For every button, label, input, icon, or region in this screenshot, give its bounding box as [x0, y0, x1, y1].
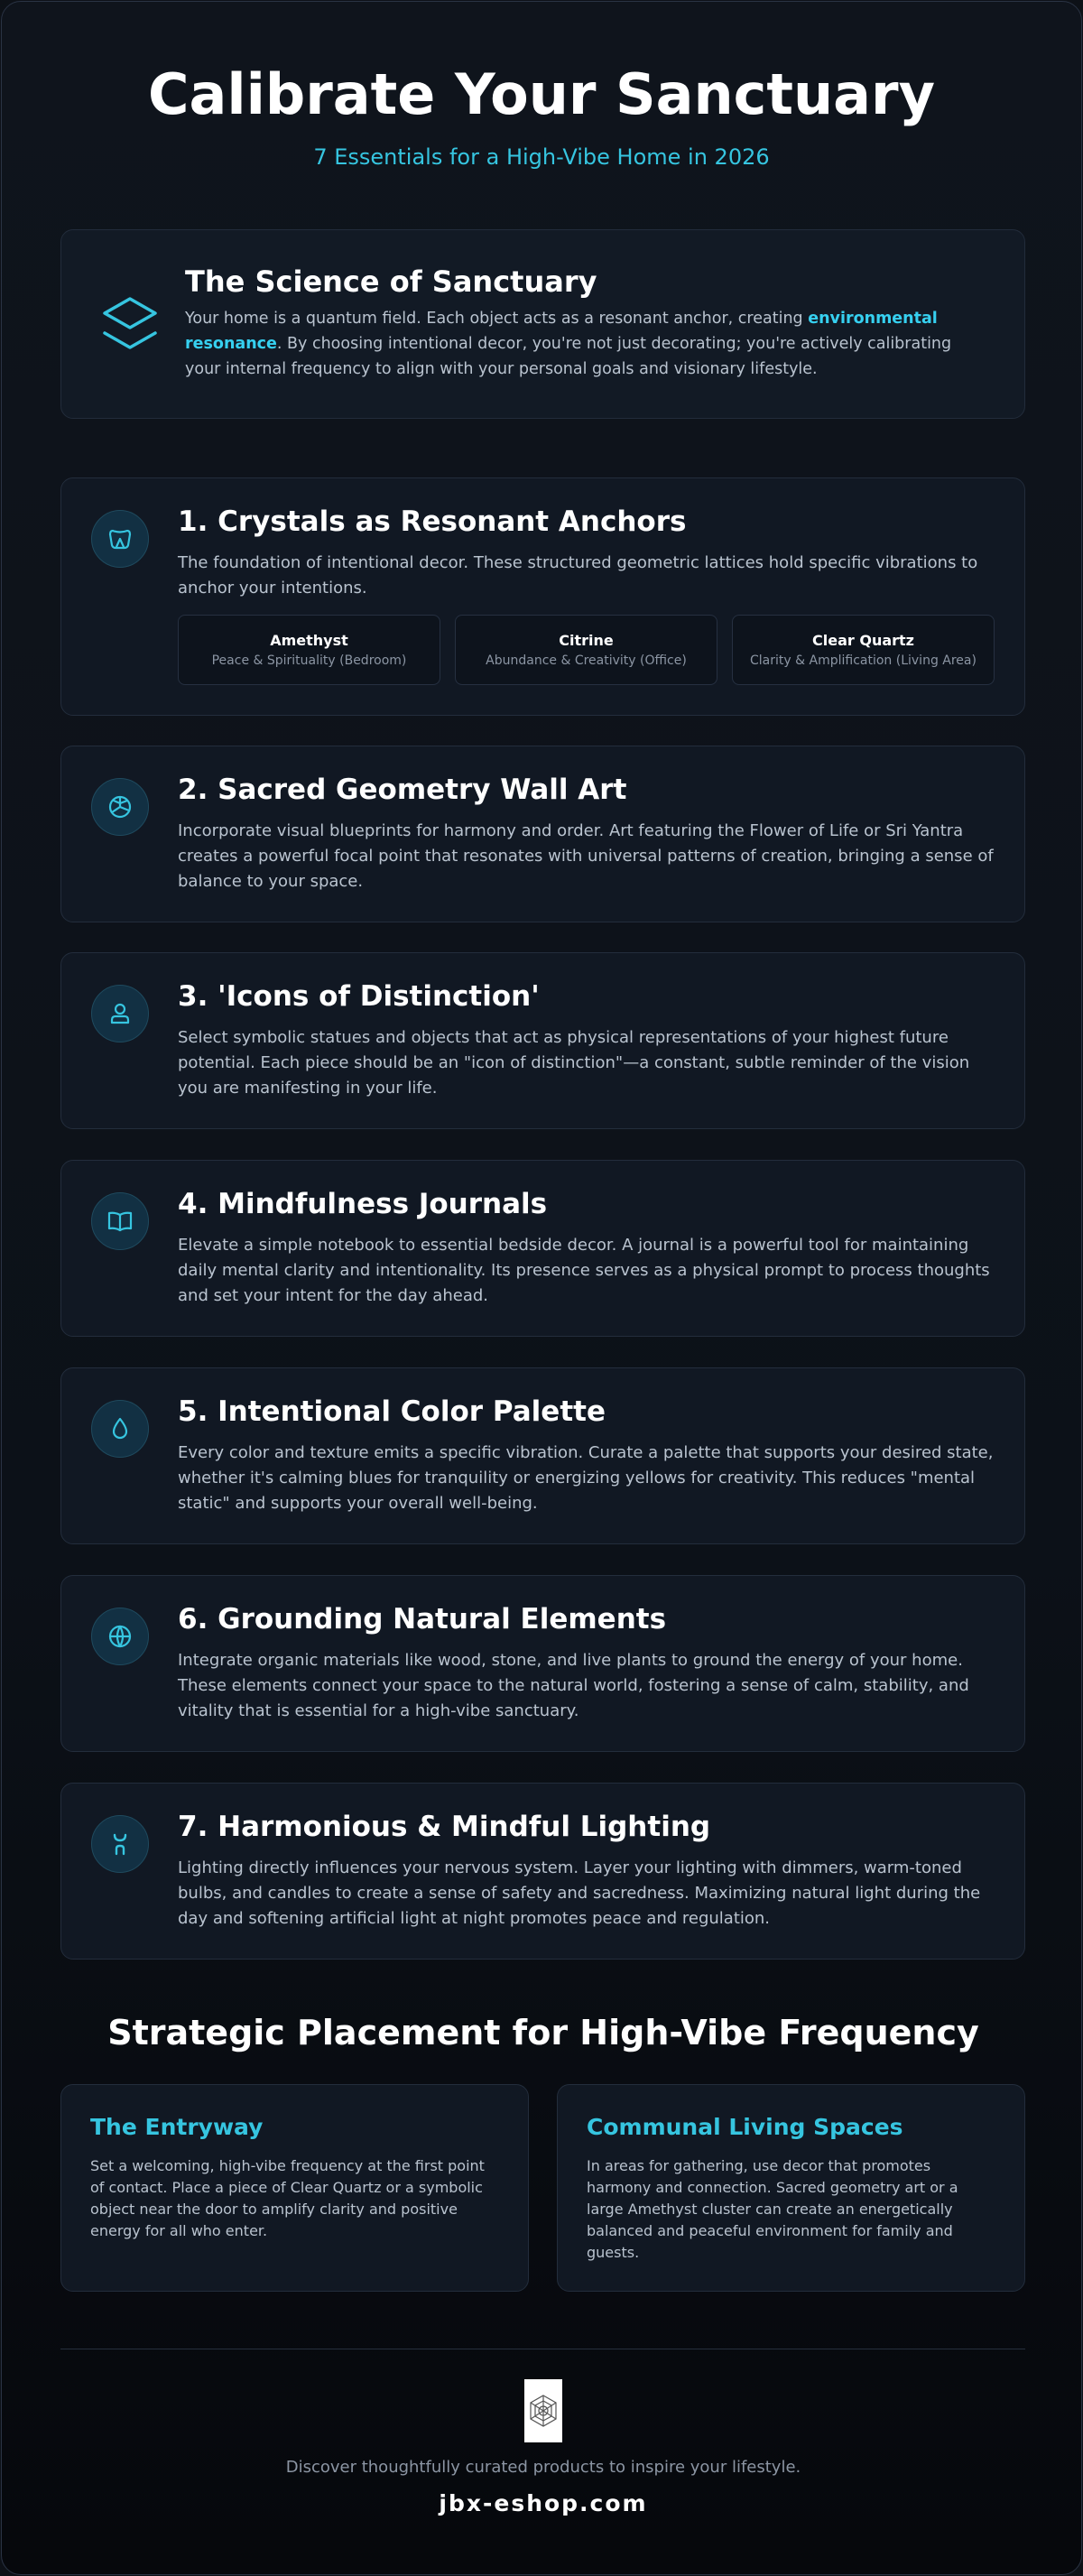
hero	[2, 2, 1081, 170]
essential-title: 7. Harmonious & Mindful Lighting	[178, 1811, 711, 1843]
placement-card-title: The Entryway	[90, 2114, 264, 2140]
lamp-icon	[91, 1815, 149, 1873]
placement-card-living	[557, 2084, 1025, 2292]
placement-title: Strategic Placement for High-Vibe Frequency	[107, 2013, 979, 2052]
essential-title: 3. 'Icons of Distinction'	[178, 980, 540, 1013]
crystal-item-clear-quartz	[732, 615, 995, 685]
placement-card-text: In areas for gathering, use decor that promotes harmony and connection. Sacred geometry art or a large Amethyst cluster can create an energetically balanced and peaceful environment for family and guests.	[587, 2157, 958, 2261]
essential-title: 6. Grounding Natural Elements	[178, 1603, 667, 1635]
placement-card-title: Communal Living Spaces	[587, 2114, 903, 2140]
essential-title: 5. Intentional Color Palette	[178, 1395, 606, 1428]
essential-card-4	[60, 1160, 1025, 1337]
crystal-name: Clear Quartz	[812, 632, 914, 649]
crystal-name: Citrine	[559, 632, 614, 649]
essential-card-7	[60, 1783, 1025, 1960]
crystal-item-amethyst	[178, 615, 440, 685]
placement-card-text: Set a welcoming, high-vibe frequency at the first point of contact. Place a piece of Clear Quartz or a symbolic object near the door to amplify clarity and positive energy for all who enter.	[90, 2157, 485, 2239]
essential-card-1	[60, 477, 1025, 716]
essential-text: Select symbolic statues and objects that act as physical representations of your highest future potential. Each piece should be an "icon of distinction"—a constant, subtle reminder of the vision you are manifesting in your life.	[178, 1028, 970, 1098]
page-subtitle: 7 Essentials for a High-Vibe Home in 2026	[313, 144, 770, 170]
science-title: The Science of Sanctuary	[185, 264, 597, 299]
essential-card-2	[60, 746, 1025, 922]
essential-text: Integrate organic materials like wood, stone, and live plants to ground the energy of your home. These elements connect your space to the natural world, fostering a sense of calm, stability, and vitality that is essential for a high-vibe sanctuary.	[178, 1651, 969, 1720]
essential-title: 4. Mindfulness Journals	[178, 1188, 548, 1220]
crystal-list	[178, 615, 995, 685]
brand-logo[interactable]	[524, 2379, 562, 2442]
page-frame	[1, 1, 1082, 2575]
essential-title: 1. Crystals as Resonant Anchors	[178, 505, 687, 538]
crystal-name: Amethyst	[270, 632, 348, 649]
science-highlight: environmental resonance	[185, 310, 938, 353]
essential-text: The foundation of intentional decor. These structured geometric lattices hold specific vibrations to anchor your intentions.	[178, 553, 978, 598]
crystal-use: Clarity & Amplification (Living Area)	[750, 653, 977, 668]
footer-tagline: Discover thoughtfully curated products to inspire your lifestyle.	[285, 2458, 801, 2477]
page-title: Calibrate Your Sanctuary	[148, 61, 935, 127]
layers-icon	[97, 295, 162, 353]
essential-card-3	[60, 952, 1025, 1129]
science-card	[60, 229, 1025, 419]
crystal-use: Abundance & Creativity (Office)	[486, 653, 687, 668]
geometry-icon	[91, 778, 149, 836]
science-text: Your home is a quantum field. Each object acts as a resonant anchor, creating environmental resonance. By choosing intentional decor, you're not just decorating; you're actively calibrating your internal frequency to align with your personal goals and visionary lifestyle.	[185, 310, 952, 378]
essential-text: Every color and texture emits a specific vibration. Curate a palette that supports your desired state, whether it's calming blues for tranquility or energizing yellows for creativity. This reduces "mental static" and supports your overall well-being.	[178, 1443, 994, 1513]
placement-card-entryway	[60, 2084, 529, 2292]
essential-text: Incorporate visual blueprints for harmony and order. Art featuring the Flower of Life or Sri Yantra creates a powerful focal point that resonates with universal patterns of creation, bringing a sense of balance to your space.	[178, 821, 994, 891]
droplet-icon	[91, 1400, 149, 1458]
book-icon	[91, 1192, 149, 1250]
essential-card-6	[60, 1575, 1025, 1752]
footer-site-link[interactable]: jbx-eshop.com	[439, 2490, 648, 2516]
essential-text: Lighting directly influences your nervous system. Layer your lighting with dimmers, warm-toned bulbs, and candles to create a sense of safety and sacredness. Maximizing natural light during the day and softening artificial light at night promotes peace and regulation.	[178, 1858, 981, 1928]
essential-title: 2. Sacred Geometry Wall Art	[178, 774, 627, 806]
crystal-icon	[91, 510, 149, 568]
crystal-item-citrine	[455, 615, 717, 685]
person-icon	[91, 985, 149, 1042]
crystal-use: Peace & Spirituality (Bedroom)	[211, 653, 407, 668]
essential-card-5	[60, 1367, 1025, 1544]
globe-icon	[91, 1608, 149, 1665]
essential-text: Elevate a simple notebook to essential bedside decor. A journal is a powerful tool for maintaining daily mental clarity and intentionality. Its presence serves as a physical prompt to process thoughts and set your intent for the day ahead.	[178, 1236, 990, 1305]
